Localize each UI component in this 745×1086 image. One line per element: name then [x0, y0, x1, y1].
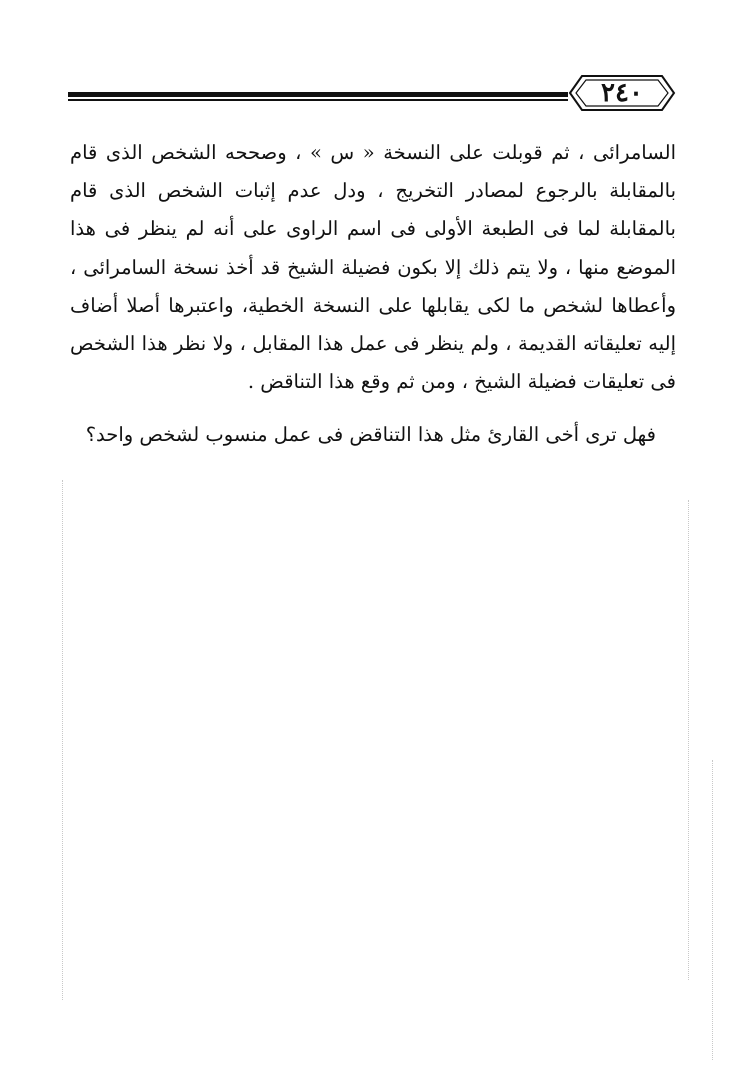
- header-rule-thin: [68, 99, 568, 101]
- page-number: ٢٤٠: [601, 78, 643, 108]
- scan-artifact-right: [688, 500, 689, 980]
- page-header: [68, 70, 678, 120]
- closing-question: فهل ترى أخى القارئ مثل هذا التناقض فى عمل منسوب لشخص واحد؟: [85, 423, 656, 446]
- page-number-badge: [568, 70, 676, 116]
- header-rule: [68, 92, 568, 100]
- main-paragraph: [70, 134, 676, 401]
- scan-artifact-left: [62, 480, 63, 1000]
- header-rule-thick: [68, 92, 568, 97]
- paragraph-text: السامرائى ، ثم قوبلت على النسخة « س » ، وصححه الشخص الذى قام بالمقابلة بالرجوع لمصادر التخريج ، ودل عدم إثبات الشخص الذى قام بالمقابلة لما فى الطبعة الأولى فى اسم الراوى على أنه لم ينظر فى هذا الموضع منها ، ولا يتم ذلك إلا بكون فضيلة الشيخ قد أخذ نسخة السامرائى ، وأعطاها لشخص ما لكى يقابلها على النسخة الخطية، واعتبرها أصلا أضاف إليه تعليقاته القديمة ، ولم ينظر فى عمل هذا المقابل ، ولا نظر هذا الشخص فى تعليقات فضيلة الشيخ ، ومن ثم وقع هذا التناقض .: [70, 141, 676, 394]
- scan-artifact-edge: [712, 760, 713, 1060]
